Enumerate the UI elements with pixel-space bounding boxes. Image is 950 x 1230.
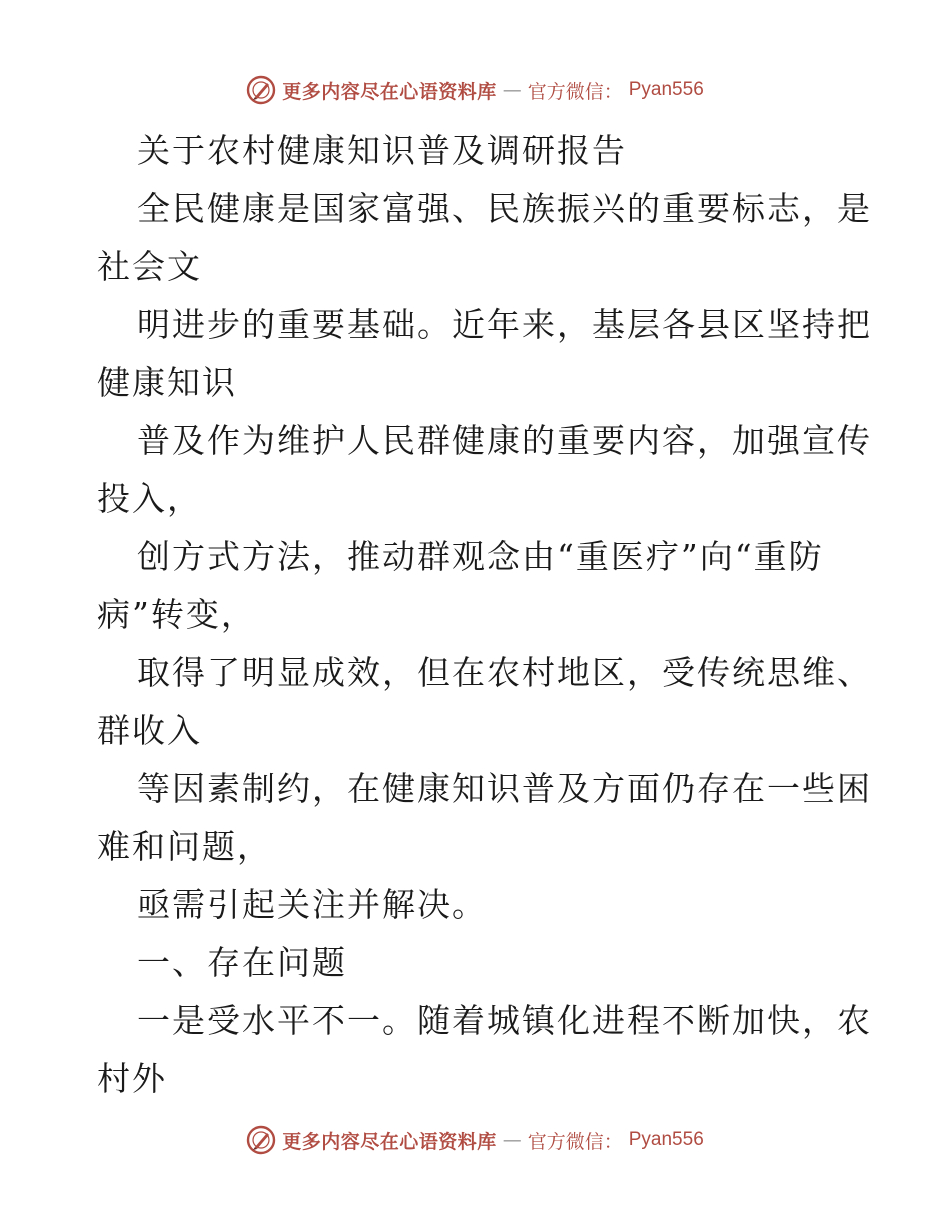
- pen-logo-icon: [246, 1125, 276, 1155]
- paragraph-line: 村外: [97, 1059, 167, 1098]
- banner-wechat-id: Pyan556: [628, 1129, 704, 1150]
- banner-site-name: 更多内容尽在心语资料库: [282, 80, 497, 103]
- paragraph-line: 一是受水平不一。随着城镇化进程不断加快，农: [137, 1001, 872, 1040]
- banner-wechat-label: 官方微信：: [527, 80, 623, 103]
- paragraph-line: 创方式方法，推动群观念由“重医疗”向“重防: [137, 537, 824, 576]
- banner-wechat-id: Pyan556: [628, 79, 704, 100]
- paragraph-line: 群收入: [97, 711, 202, 750]
- banner-separator: —: [502, 1129, 522, 1151]
- paragraph-line: 投入，: [97, 479, 202, 518]
- banner-site-name: 更多内容尽在心语资料库: [282, 1130, 497, 1153]
- document-body: [97, 122, 872, 1108]
- pen-logo-icon: [246, 75, 276, 105]
- header-watermark-banner: [0, 72, 950, 108]
- section-heading: 一、存在问题: [137, 943, 347, 982]
- paragraph-line: 等因素制约，在健康知识普及方面仍存在一些困: [137, 769, 872, 808]
- paragraph-line: 全民健康是国家富强、民族振兴的重要标志，是: [137, 189, 872, 228]
- banner-separator: —: [502, 79, 522, 101]
- paragraph-line: 取得了明显成效，但在农村地区，受传统思维、: [137, 653, 872, 692]
- paragraph-line: 普及作为维护人民群健康的重要内容，加强宣传: [137, 421, 872, 460]
- paragraph-line: 亟需引起关注并解决。: [137, 885, 487, 924]
- document-title: 关于农村健康知识普及调研报告: [137, 131, 627, 170]
- paragraph-line: 明进步的重要基础。近年来，基层各县区坚持把: [137, 305, 872, 344]
- paragraph-line: 健康知识: [97, 363, 237, 402]
- footer-watermark-banner: [0, 1122, 950, 1158]
- paragraph-line: 病”转变，: [97, 595, 256, 634]
- banner-wechat-label: 官方微信：: [527, 1130, 623, 1153]
- paragraph-line: 社会文: [97, 247, 202, 286]
- paragraph-line: 难和问题，: [97, 827, 272, 866]
